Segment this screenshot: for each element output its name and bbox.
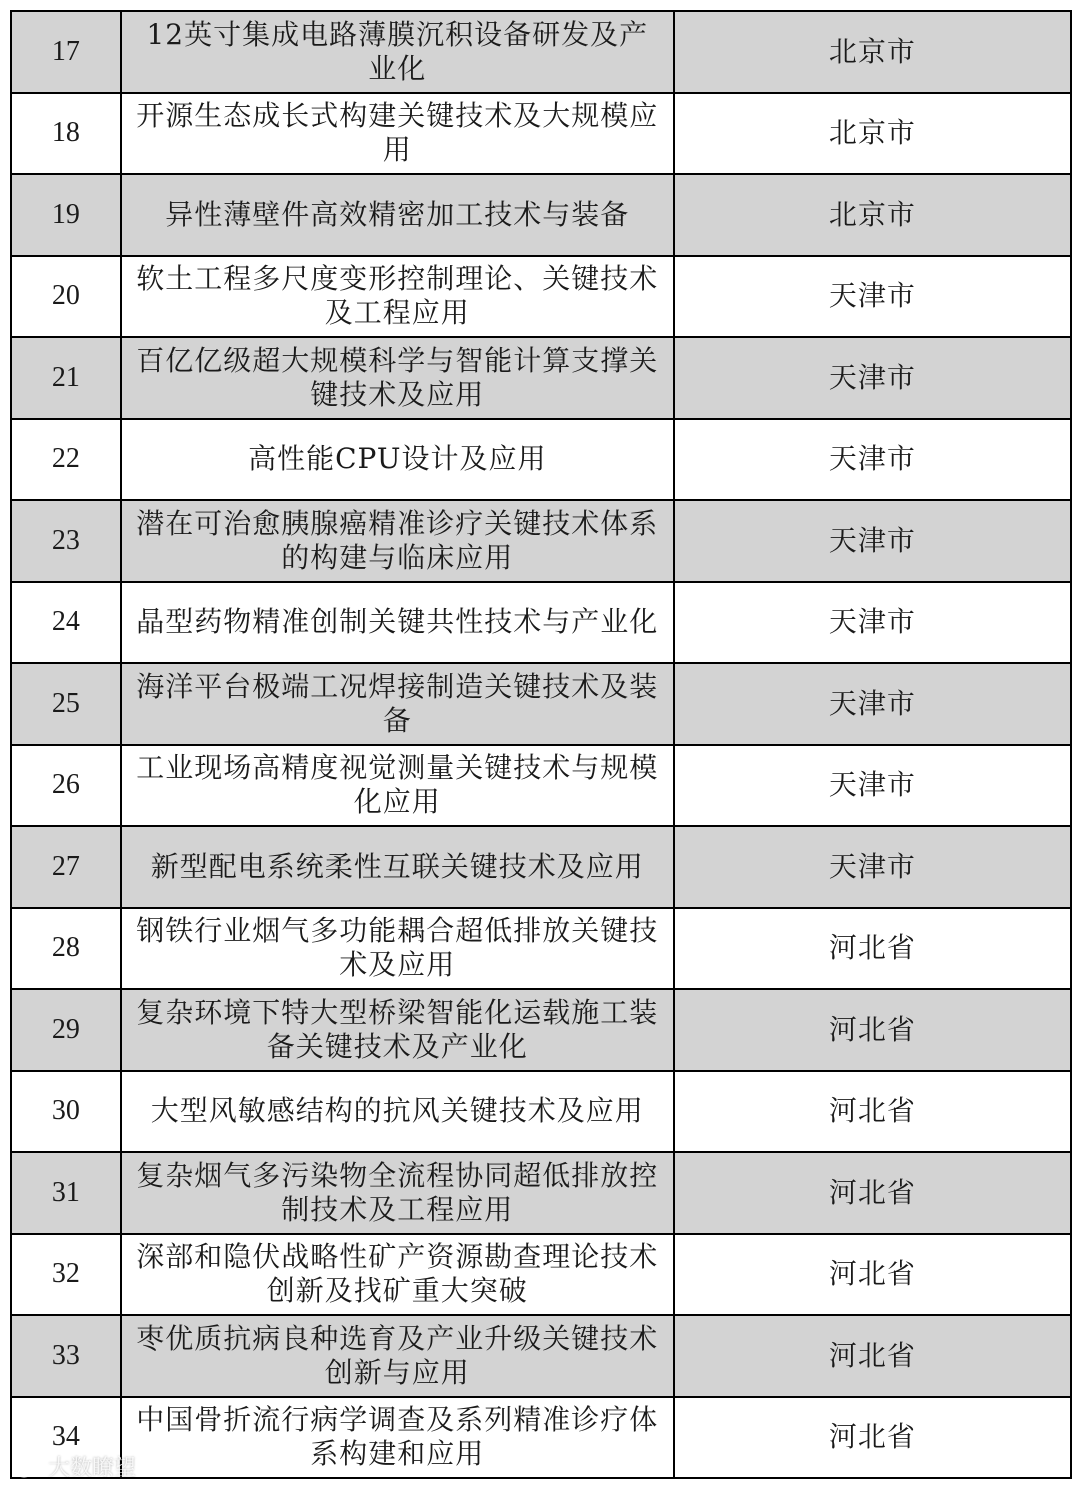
row-number: 17 bbox=[12, 12, 122, 94]
region: 北京市 bbox=[675, 12, 1072, 94]
table-row bbox=[12, 746, 1072, 828]
row-number: 22 bbox=[12, 420, 122, 502]
region: 河北省 bbox=[675, 909, 1072, 991]
project-name: 复杂环境下特大型桥梁智能化运载施工装备关键技术及产业化 bbox=[122, 990, 675, 1072]
table-row bbox=[12, 583, 1072, 665]
row-number: 29 bbox=[12, 990, 122, 1072]
region: 天津市 bbox=[675, 420, 1072, 502]
region: 天津市 bbox=[675, 827, 1072, 909]
region: 河北省 bbox=[675, 990, 1072, 1072]
project-table bbox=[10, 10, 1072, 1479]
project-name: 中国骨折流行病学调查及系列精准诊疗体系构建和应用 bbox=[122, 1398, 675, 1480]
project-name: 复杂烟气多污染物全流程协同超低排放控制技术及工程应用 bbox=[122, 1153, 675, 1235]
row-number: 21 bbox=[12, 338, 122, 420]
watermark-text: 大数瞭望 bbox=[48, 1456, 137, 1481]
row-number: 24 bbox=[12, 583, 122, 665]
region: 天津市 bbox=[675, 583, 1072, 665]
region: 河北省 bbox=[675, 1398, 1072, 1480]
project-name: 深部和隐伏战略性矿产资源勘查理论技术创新及找矿重大突破 bbox=[122, 1235, 675, 1317]
region: 北京市 bbox=[675, 175, 1072, 257]
table-row bbox=[12, 175, 1072, 257]
region: 河北省 bbox=[675, 1072, 1072, 1154]
project-name: 百亿亿级超大规模科学与智能计算支撑关键技术及应用 bbox=[122, 338, 675, 420]
region: 北京市 bbox=[675, 94, 1072, 176]
project-name: 潜在可治愈胰腺癌精准诊疗关键技术体系的构建与临床应用 bbox=[122, 501, 675, 583]
region: 天津市 bbox=[675, 746, 1072, 828]
project-name: 软土工程多尺度变形控制理论、关键技术及工程应用 bbox=[122, 257, 675, 339]
table-row bbox=[12, 420, 1072, 502]
table-row bbox=[12, 257, 1072, 339]
table-row bbox=[12, 12, 1072, 94]
row-number: 26 bbox=[12, 746, 122, 828]
row-number: 27 bbox=[12, 827, 122, 909]
row-number: 19 bbox=[12, 175, 122, 257]
project-name: 开源生态成长式构建关键技术及大规模应用 bbox=[122, 94, 675, 176]
table-row bbox=[12, 1398, 1072, 1480]
row-number: 33 bbox=[12, 1316, 122, 1398]
table-row bbox=[12, 338, 1072, 420]
region: 天津市 bbox=[675, 664, 1072, 746]
region: 河北省 bbox=[675, 1153, 1072, 1235]
project-name: 海洋平台极端工况焊接制造关键技术及装备 bbox=[122, 664, 675, 746]
region: 天津市 bbox=[675, 257, 1072, 339]
project-name: 新型配电系统柔性互联关键技术及应用 bbox=[122, 827, 675, 909]
region: 天津市 bbox=[675, 338, 1072, 420]
row-number: 34 bbox=[12, 1398, 122, 1480]
table-row bbox=[12, 1072, 1072, 1154]
project-name: 枣优质抗病良种选育及产业升级关键技术创新与应用 bbox=[122, 1316, 675, 1398]
region: 天津市 bbox=[675, 501, 1072, 583]
table-row bbox=[12, 1153, 1072, 1235]
row-number: 25 bbox=[12, 664, 122, 746]
project-name: 异性薄壁件高效精密加工技术与装备 bbox=[122, 175, 675, 257]
weibo-logo-icon bbox=[12, 1456, 42, 1478]
project-name: 工业现场高精度视觉测量关键技术与规模化应用 bbox=[122, 746, 675, 828]
row-number: 18 bbox=[12, 94, 122, 176]
region: 河北省 bbox=[675, 1235, 1072, 1317]
project-name: 钢铁行业烟气多功能耦合超低排放关键技术及应用 bbox=[122, 909, 675, 991]
watermark bbox=[12, 1451, 136, 1482]
project-name: 大型风敏感结构的抗风关键技术及应用 bbox=[122, 1072, 675, 1154]
table-row bbox=[12, 664, 1072, 746]
row-number: 23 bbox=[12, 501, 122, 583]
table-row bbox=[12, 1235, 1072, 1317]
region: 河北省 bbox=[675, 1316, 1072, 1398]
row-number: 30 bbox=[12, 1072, 122, 1154]
table-row bbox=[12, 827, 1072, 909]
table-row bbox=[12, 990, 1072, 1072]
table-row bbox=[12, 1316, 1072, 1398]
row-number: 32 bbox=[12, 1235, 122, 1317]
project-name: 12英寸集成电路薄膜沉积设备研发及产业化 bbox=[122, 12, 675, 94]
table-row bbox=[12, 501, 1072, 583]
project-name: 高性能CPU设计及应用 bbox=[122, 420, 675, 502]
table-row bbox=[12, 94, 1072, 176]
row-number: 28 bbox=[12, 909, 122, 991]
table-row bbox=[12, 909, 1072, 991]
row-number: 20 bbox=[12, 257, 122, 339]
row-number: 31 bbox=[12, 1153, 122, 1235]
project-name: 晶型药物精准创制关键共性技术与产业化 bbox=[122, 583, 675, 665]
